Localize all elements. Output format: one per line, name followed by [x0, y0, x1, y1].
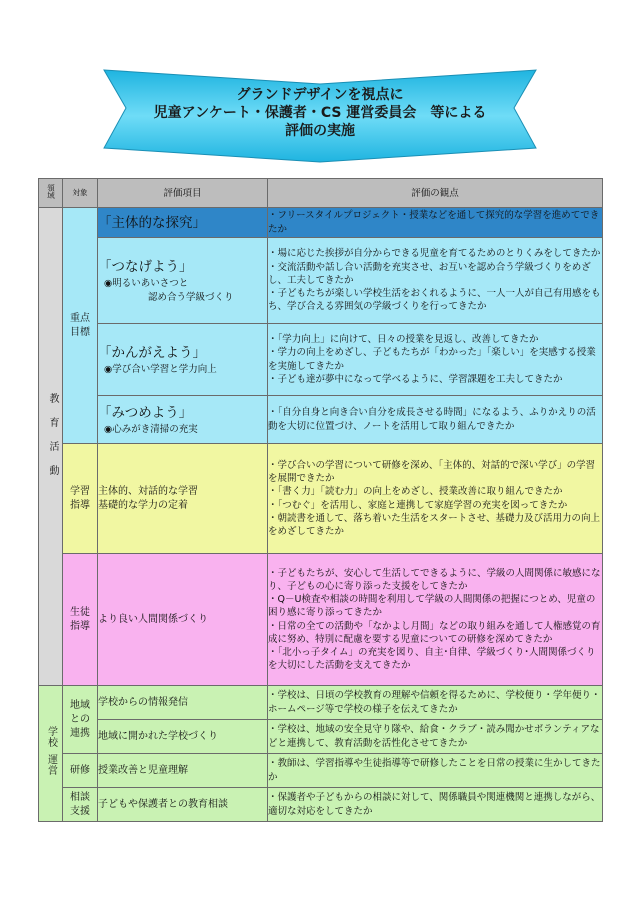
view-cell: [268, 554, 603, 686]
domain-school-label-a: 学校: [45, 725, 57, 748]
view-line: ・朝読書を通して、落ち着いた生活をスタートさせ、基礎力及び活用力の向上をめざしてきたか: [268, 512, 601, 537]
target-life-label: 生徒 指導: [70, 606, 90, 632]
table-row: [39, 238, 603, 324]
item-title: 学校からの情報発信: [98, 696, 188, 708]
header-domain: 領域: [39, 179, 63, 208]
view-cell: [268, 686, 603, 720]
item-cell: [98, 720, 268, 754]
item-title: 「かんがえよう」: [98, 344, 206, 361]
item-title: 授業改善と児童理解: [98, 764, 188, 776]
title-banner: [0, 0, 640, 170]
table-row: [39, 686, 603, 720]
table-row: [39, 720, 603, 754]
item-title: 子どもや保護者との教育相談: [98, 798, 228, 810]
item-cell: [98, 238, 268, 324]
item-title: 地域に開かれた学校づくり: [98, 730, 218, 742]
target-life: [63, 554, 98, 686]
domain-education-label: 教育活動: [47, 393, 58, 489]
view-line: ・教師は、学習指導や生徒指導等で研修したことを日常の授業に生かしてきたか: [268, 758, 601, 783]
item-cell: [98, 396, 268, 444]
view-line: ・学校は、地域の安全見守り隊や、給食・クラブ・読み聞かせボランティアなどと連携して、教育活動を活性化させてきたか: [268, 724, 600, 749]
table-row: [39, 396, 603, 444]
domain-school-label-b: 運営: [45, 753, 57, 776]
banner-arrow-shape: [0, 0, 640, 170]
view-line: ・「つむぐ」を活用し、家庭と連携して家庭学習の充実を図ってきたか: [268, 499, 568, 511]
view-line: ・子どもたちが、安心して生活してできるように、学級の人間関係に敏感になり、子どもの心に寄り添った支援をしてきたか: [268, 567, 601, 592]
banner-line-1: グランドデザインを視点に: [236, 87, 404, 103]
table-row: [39, 208, 603, 238]
item-subtitle: 基礎的な学力の定着: [98, 499, 188, 511]
view-line: ・保護者や子どもからの相談に対して、関係職員や関連機関と連携しながら、適切な対応をしてきたか: [268, 792, 601, 817]
table-row: [39, 554, 603, 686]
view-cell: [268, 720, 603, 754]
banner-line-3: 評価の実施: [285, 123, 355, 139]
view-line: ・子ども達が夢中になって学べるように、学習課題を工夫してきたか: [268, 373, 563, 385]
target-study-label: 学習 指導: [70, 485, 90, 511]
view-cell: [268, 324, 603, 396]
domain-education: [39, 208, 63, 686]
header-view: 評価の観点: [268, 179, 603, 208]
item-cell: [98, 788, 268, 822]
table-row: [39, 788, 603, 822]
view-line: ・学校は、日頃の学校教育の理解や信頼を得るために、学校便り・学年便り・ホームページ等で学校の様子を伝えてきたか: [268, 690, 601, 715]
view-line: ・「書く力」「読む力」の向上をめざし、授業改善に取り組んできたか: [268, 486, 563, 498]
target-counsel-label: 相談 支援: [70, 791, 90, 817]
item-cell: [98, 208, 268, 238]
view-line: ・「自分自身と向き合い自分を成長させる時間」になるよう、ふりかえりの活動を大切に位置づけ、ノートを活用して取り組んできたか: [268, 407, 596, 432]
item-title: 主体的、対話的な学習: [98, 485, 198, 497]
header-target: 対象: [63, 179, 98, 208]
target-training: [63, 754, 98, 788]
item-cell: [98, 444, 268, 554]
table-row: [39, 754, 603, 788]
view-line: ・子どもたちが楽しい学校生活をおくれるように、一人一人が自己有用感をもち、学び合える雰囲気の学級づくりを行ってきたか: [268, 288, 601, 313]
target-community-label: 地域 との 連携: [70, 699, 90, 739]
table-row: [39, 324, 603, 396]
item-subtitle-2: 認め合う学級づくり: [148, 291, 234, 303]
view-cell: [268, 238, 603, 324]
view-cell: [268, 788, 603, 822]
view-cell: [268, 754, 603, 788]
table-row: [39, 444, 603, 554]
item-subtitle: ◉学び合い学習と学力向上: [104, 363, 217, 375]
view-line: ・学力の向上をめざし、子どもたちが「わかった」「楽しい」を実感する授業を実施してきたか: [268, 347, 596, 372]
view-line: ・交流活動や話し合い活動を充実させ、お互いを認め合う学級づくりをめざし、工夫してきたか: [268, 261, 591, 286]
view-cell: [268, 396, 603, 444]
banner-title: [110, 86, 530, 140]
view-cell: [268, 444, 603, 554]
item-cell: [98, 686, 268, 720]
item-title: より良い人間関係づくり: [98, 613, 208, 625]
item-subtitle: ◉明るいあいさつと: [104, 277, 189, 289]
item-cell: [98, 554, 268, 686]
evaluation-table: [38, 178, 603, 822]
view-line: ・場に応じた挨拶が自分からできる児童を育てるためのとりくみをしてきたか: [268, 248, 601, 260]
target-training-label: 研修: [70, 764, 90, 776]
table-header-row: [39, 179, 603, 208]
view-line: ・Q－U検査や相談の時間を利用して学級の人間関係の把握につとめ、児童の困り感に寄り添ってきたか: [268, 594, 596, 619]
target-counsel: [63, 788, 98, 822]
item-cell: [98, 324, 268, 396]
view-cell: [268, 208, 603, 238]
header-item: 評価項目: [98, 179, 268, 208]
item-subtitle: ◉心みがき清掃の充実: [104, 423, 198, 435]
view-line: ・フリースタイルプロジェクト・授業などを通して探究的な学習を進めてできたか: [268, 210, 600, 235]
view-line: ・「北小っ子タイム」の充実を図り、自主･自律、学級づくり･人間関係づくりを大切にした活動を支えてきたか: [268, 646, 596, 672]
domain-school: [39, 686, 63, 822]
view-line: ・「学力向上」に向けて、日々の授業を見返し、改善してきたか: [268, 334, 539, 346]
item-title: 「つなげよう」: [98, 258, 193, 275]
view-line: ・日常の全ての活動や「なかよし月間」などの取り組みを通して人権感覚の育成に努め、特別に配慮を要する児童についての研修を深めてきたか: [268, 620, 601, 645]
target-community: [63, 686, 98, 754]
item-title: 「主体的な探究」: [98, 214, 206, 231]
item-title: 「みつめよう」: [98, 404, 193, 421]
banner-line-2: 児童アンケート・保護者・CS 運営委員会 等による: [153, 105, 487, 121]
target-study: [63, 444, 98, 554]
item-cell: [98, 754, 268, 788]
view-line: ・学び合いの学習について研修を深め、「主体的、対話的で深い学び」の学習を展開できたか: [268, 459, 596, 485]
target-focus: [63, 208, 98, 444]
target-focus-label: 重点 目標: [70, 312, 90, 338]
